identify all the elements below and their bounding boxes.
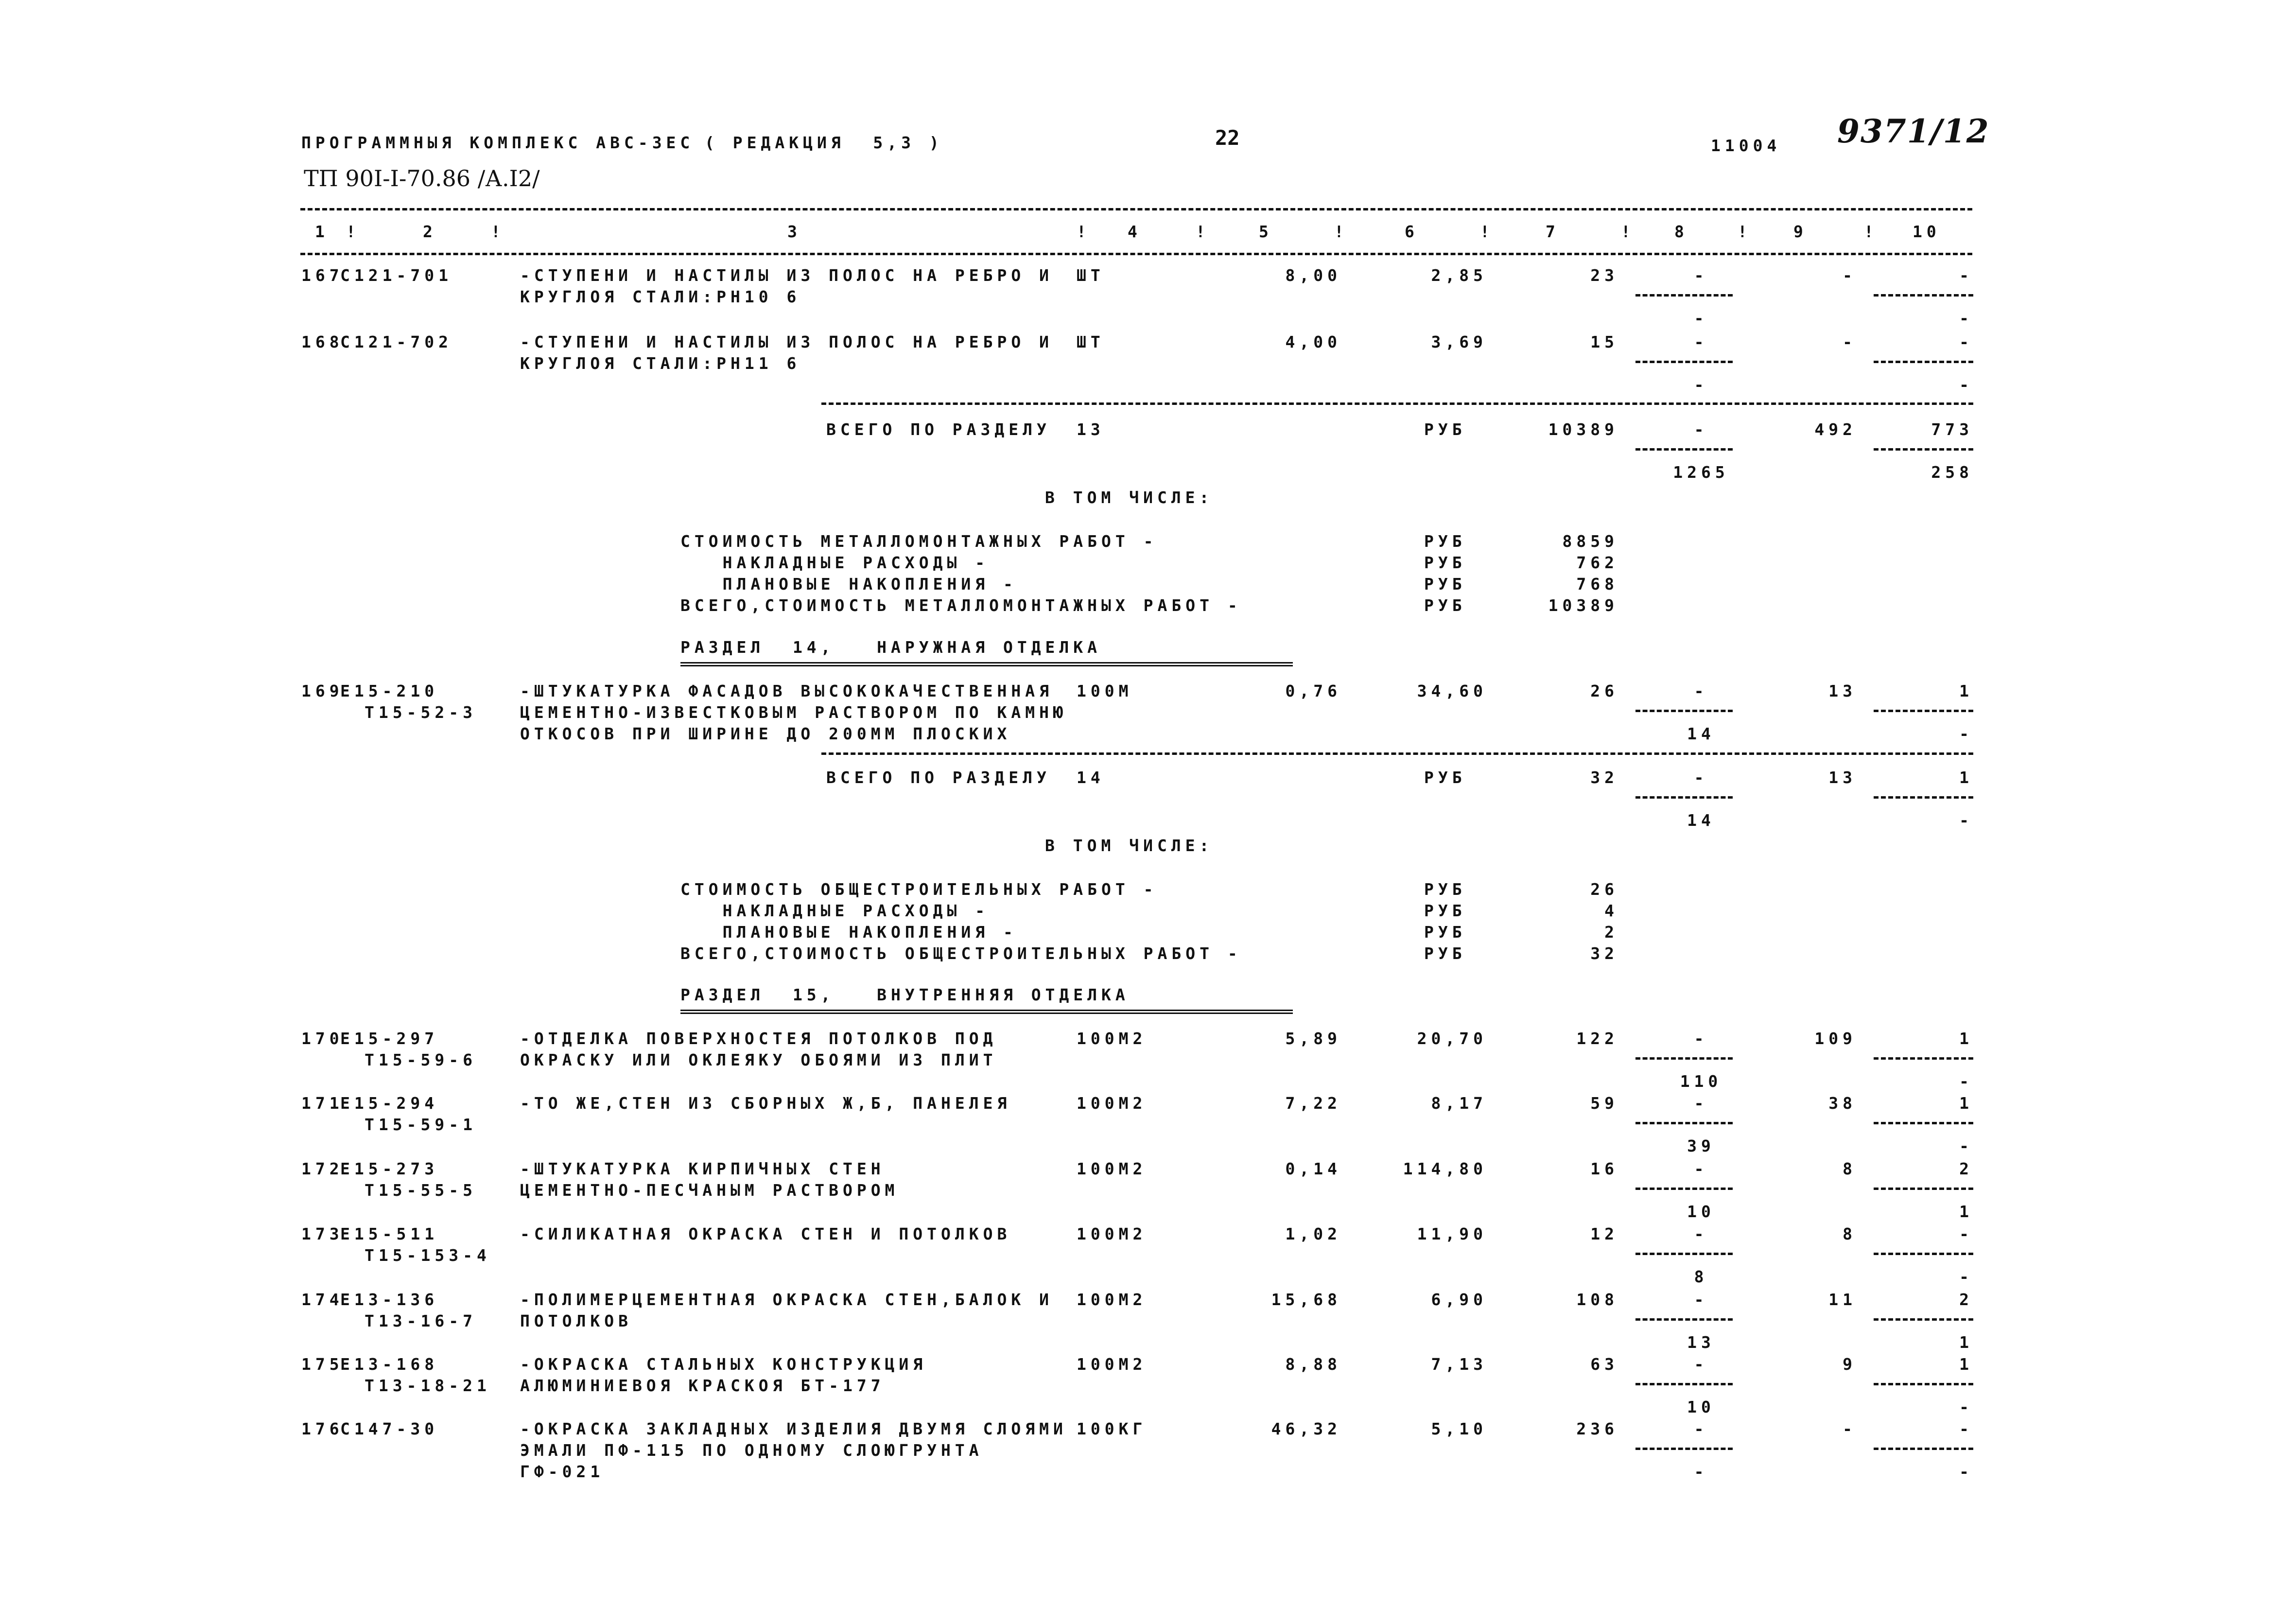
row-172-col8: -: [1694, 1159, 1708, 1178]
row-172-price: 114,80: [1403, 1159, 1487, 1178]
section14-total-num: 14: [1077, 768, 1105, 787]
row-170-col10-rule: [1874, 1057, 1973, 1060]
row-170-col10-sub: -: [1959, 1072, 1973, 1091]
row-173-col10-rule: [1874, 1253, 1973, 1255]
row-175-qty: 8,88: [1285, 1355, 1341, 1374]
row-170-desc: -ОТДЕЛКА ПОВЕРХНОСТЕЯ ПОТОЛКОВ ПОД: [520, 1029, 997, 1048]
row-173-total: 12: [1590, 1224, 1618, 1243]
row-171-no: 171: [301, 1094, 344, 1113]
row-171-qty: 7,22: [1285, 1094, 1341, 1113]
row-167-col10-rule: [1874, 294, 1973, 297]
row-173-code: Е15-511: [340, 1224, 439, 1243]
section13-breakdown-line-value: 762: [1576, 553, 1618, 572]
column-separator: !: [1077, 222, 1091, 241]
section13-total-label: ВСЕГО ПО РАЗДЕЛУ: [826, 420, 1051, 439]
section14-breakdown-line-label: СТОИМОСТЬ ОБЩЕСТРОИТЕЛЬНЫХ РАБОТ -: [680, 880, 1158, 899]
section15-heading-rule: [680, 1010, 1293, 1014]
section13-total-unit: РУБ: [1424, 420, 1466, 439]
column-number-4: 4: [1128, 222, 1142, 241]
row-174-col8-rule: [1635, 1318, 1733, 1321]
row-172-desc: ЦЕМЕНТНО-ПЕСЧАНЫМ РАСТВОРОМ: [520, 1181, 899, 1200]
row-169-total: 26: [1590, 681, 1618, 700]
section13-breakdown-line-unit: РУБ: [1424, 575, 1466, 594]
row-171-desc: -ТО ЖЕ,СТЕН ИЗ СБОРНЫХ Ж,Б, ПАНЕЛЕЯ: [520, 1094, 1011, 1113]
row-169-col10-rule: [1874, 710, 1973, 712]
row-169-col8: -: [1694, 681, 1708, 700]
row-176-col10-rule: [1874, 1448, 1973, 1450]
row-173-col10: -: [1959, 1224, 1973, 1243]
section14-breakdown-heading: В ТОМ ЧИСЛЕ:: [1045, 836, 1214, 855]
section13-breakdown-line-label: ВСЕГО,СТОИМОСТЬ МЕТАЛЛОМОНТАЖНЫХ РАБОТ -: [680, 596, 1242, 615]
column-number-5: 5: [1259, 222, 1273, 241]
row-174-price: 6,90: [1431, 1290, 1487, 1309]
row-170-col8: -: [1694, 1029, 1708, 1048]
row-170-price: 20,70: [1417, 1029, 1487, 1048]
row-169-col9: 13: [1828, 681, 1857, 700]
row-176-col10: -: [1959, 1419, 1973, 1438]
row-174-unit: 100М2: [1077, 1290, 1147, 1309]
row-168-qty: 4,00: [1285, 332, 1341, 351]
section14-total-col8: -: [1694, 768, 1708, 787]
column-number-3: 3: [787, 222, 801, 241]
row-173-no: 173: [301, 1224, 344, 1243]
row-176-unit: 100КГ: [1077, 1419, 1147, 1438]
row-172-unit: 100М2: [1077, 1159, 1147, 1178]
row-168-col10: -: [1959, 332, 1973, 351]
row-172-total: 16: [1590, 1159, 1618, 1178]
section13-total-col10: 773: [1931, 420, 1973, 439]
edition-label: ( РЕДАКЦИЯ 5,3 ): [705, 133, 943, 152]
row-168-col8-rule: [1635, 361, 1733, 363]
row-172-code2: Т15-55-5: [365, 1181, 477, 1200]
row-168-col8-sub: -: [1694, 375, 1708, 394]
row-169-code: Е15-210: [340, 681, 439, 700]
row-171-price: 8,17: [1431, 1094, 1487, 1113]
row-171-col10-rule: [1874, 1122, 1973, 1124]
section13-total-num: 13: [1077, 420, 1105, 439]
section13-breakdown-line-unit: РУБ: [1424, 596, 1466, 615]
row-176-desc: ГФ-021: [520, 1462, 605, 1481]
row-171-code: Е15-294: [340, 1094, 439, 1113]
row-169-no: 169: [301, 681, 344, 700]
column-separator: !: [491, 222, 505, 241]
column-number-9: 9: [1793, 222, 1808, 241]
row-175-col9: 9: [1843, 1355, 1857, 1374]
section13-total-col8-sub: 1265: [1673, 463, 1729, 482]
column-number-1: 1: [315, 222, 329, 241]
row-172-desc: -ШТУКАТУРКА КИРПИЧНЫХ СТЕН: [520, 1159, 885, 1178]
row-173-col8-rule: [1635, 1253, 1733, 1255]
row-176-desc: -ОКРАСКА ЗАКЛАДНЫХ ИЗДЕЛИЯ ДВУМЯ СЛОЯМИ: [520, 1419, 1067, 1438]
row-167-no: 167: [301, 266, 344, 285]
program-title: ПРОГРАММНЫЯ КОМПЛЕКС АВС-ЗЕС: [301, 133, 695, 152]
section13-total-col8: -: [1694, 420, 1708, 439]
row-168-col10-rule: [1874, 361, 1973, 363]
section14-breakdown-line-value: 4: [1604, 901, 1618, 920]
row-169-col10-sub: -: [1959, 724, 1973, 743]
row-174-no: 174: [301, 1290, 344, 1309]
row-168-code: С121-702: [340, 332, 452, 351]
row-172-qty: 0,14: [1285, 1159, 1341, 1178]
row-174-total: 108: [1576, 1290, 1618, 1309]
row-170-unit: 100М2: [1077, 1029, 1147, 1048]
row-168-col10-sub: -: [1959, 375, 1973, 394]
section13-total-col8-rule: [1635, 448, 1733, 451]
row-175-code: Е13-168: [340, 1355, 439, 1374]
section14-total-col10: 1: [1959, 768, 1973, 787]
row-175-unit: 100М2: [1077, 1355, 1147, 1374]
section14-breakdown-line-unit: РУБ: [1424, 923, 1466, 942]
row-175-code2: Т13-18-21: [365, 1376, 491, 1395]
row-169-desc: ОТКОСОВ ПРИ ШИРИНЕ ДО 200ММ ПЛОСКИХ: [520, 724, 1011, 743]
row-175-col10: 1: [1959, 1355, 1973, 1374]
row-174-col10-rule: [1874, 1318, 1973, 1321]
row-173-col8-sub: 8: [1694, 1267, 1708, 1286]
section13-breakdown-line-value: 10389: [1548, 596, 1618, 615]
section13-breakdown-line-label: НАКЛАДНЫЕ РАСХОДЫ -: [680, 553, 990, 572]
row-175-col10-sub: -: [1959, 1397, 1973, 1416]
row-171-col10-sub: -: [1959, 1136, 1973, 1155]
row-176-col8-sub: -: [1694, 1462, 1708, 1481]
section14-total-col8-rule: [1635, 796, 1733, 799]
section14-breakdown-line-value: 26: [1590, 880, 1618, 899]
column-number-7: 7: [1546, 222, 1560, 241]
row-167-col8-rule: [1635, 294, 1733, 297]
row-172-col9: 8: [1843, 1159, 1857, 1178]
row-169-desc: ЦЕМЕНТНО-ИЗВЕСТКОВЫМ РАСТВОРОМ ПО КАМНЮ: [520, 703, 1067, 722]
column-separator: !: [1864, 222, 1878, 241]
row-175-desc: АЛЮМИНИЕВОЯ КРАСКОЯ БТ-177: [520, 1376, 885, 1395]
row-171-col10: 1: [1959, 1094, 1973, 1113]
section14-breakdown-line-unit: РУБ: [1424, 901, 1466, 920]
section14-total-unit: РУБ: [1424, 768, 1466, 787]
column-number-8: 8: [1674, 222, 1688, 241]
row-174-qty: 15,68: [1271, 1290, 1341, 1309]
row-170-no: 170: [301, 1029, 344, 1048]
section14-breakdown-line-value: 32: [1590, 944, 1618, 963]
row-170-col9: 109: [1814, 1029, 1857, 1048]
row-168-col8: -: [1694, 332, 1708, 351]
section13-breakdown-heading: В ТОМ ЧИСЛЕ:: [1045, 488, 1214, 507]
row-172-col8-sub: 10: [1687, 1202, 1715, 1221]
row-172-code: Е15-273: [340, 1159, 439, 1178]
row-168-no: 168: [301, 332, 344, 351]
section13-breakdown-line-value: 8859: [1562, 532, 1618, 551]
row-174-desc: ПОТОЛКОВ: [520, 1311, 632, 1330]
section14-breakdown-line-label: ВСЕГО,СТОИМОСТЬ ОБЩЕСТРОИТЕЛЬНЫХ РАБОТ -: [680, 944, 1242, 963]
row-170-col10: 1: [1959, 1029, 1973, 1048]
row-173-price: 11,90: [1417, 1224, 1487, 1243]
row-171-col9: 38: [1828, 1094, 1857, 1113]
row-167-col8: -: [1694, 266, 1708, 285]
row-176-qty: 46,32: [1271, 1419, 1341, 1438]
section14-total-label: ВСЕГО ПО РАЗДЕЛУ: [826, 768, 1051, 787]
section14-breakdown-line-unit: РУБ: [1424, 944, 1466, 963]
row-175-total: 63: [1590, 1355, 1618, 1374]
row-170-total: 122: [1576, 1029, 1618, 1048]
row-176-col8: -: [1694, 1419, 1708, 1438]
row-172-col10-sub: 1: [1959, 1202, 1973, 1221]
row-167-desc: -СТУПЕНИ И НАСТИЛЫ ИЗ ПОЛОС НА РЕБРО И: [520, 266, 1053, 285]
row-171-col8: -: [1694, 1094, 1708, 1113]
section14-total-col8-sub: 14: [1687, 811, 1715, 830]
row-171-col8-sub: 39: [1687, 1136, 1715, 1155]
section14-breakdown-line-unit: РУБ: [1424, 880, 1466, 899]
row-175-desc: -ОКРАСКА СТАЛЬНЫХ КОНСТРУКЦИЯ: [520, 1355, 927, 1374]
row-168-col9: -: [1843, 332, 1857, 351]
row-172-col8-rule: [1635, 1188, 1733, 1190]
header-bottom-rule: [300, 253, 1972, 255]
row-168-price: 3,69: [1431, 332, 1487, 351]
row-175-col8: -: [1694, 1355, 1708, 1374]
section13-breakdown-line-label: ПЛАНОВЫЕ НАКОПЛЕНИЯ -: [680, 575, 1017, 594]
row-169-unit: 100М: [1077, 681, 1133, 700]
section15-heading: РАЗДЕЛ 15, ВНУТРЕННЯЯ ОТДЕЛКА: [680, 985, 1130, 1004]
row-176-col10-sub: -: [1959, 1462, 1973, 1481]
column-separator: !: [1621, 222, 1635, 241]
section14-breakdown-line-value: 2: [1604, 923, 1618, 942]
row-170-col8-rule: [1635, 1057, 1733, 1060]
section14-total-col10-rule: [1874, 796, 1973, 799]
section13-total-col10-sub: 258: [1931, 463, 1973, 482]
row-176-no: 176: [301, 1419, 344, 1438]
row-167-col8-sub: -: [1694, 309, 1708, 328]
row-174-col10-sub: 1: [1959, 1333, 1973, 1352]
section13-total-col10-rule: [1874, 448, 1973, 451]
row-167-price: 2,85: [1431, 266, 1487, 285]
column-number-6: 6: [1405, 222, 1419, 241]
row-170-qty: 5,89: [1285, 1029, 1341, 1048]
row-168-desc: КРУГЛОЯ СТАЛИ:РН11 6: [520, 354, 801, 373]
header-top-rule: [300, 208, 1972, 210]
section13-breakdown-line-value: 768: [1576, 575, 1618, 594]
column-separator: !: [1480, 222, 1494, 241]
row-168-unit: ШТ: [1077, 332, 1105, 351]
row-176-col8-rule: [1635, 1448, 1733, 1450]
row-169-price: 34,60: [1417, 681, 1487, 700]
column-separator: !: [1334, 222, 1348, 241]
row-173-code2: Т15-153-4: [365, 1246, 491, 1265]
row-169-qty: 0,76: [1285, 681, 1341, 700]
row-167-total: 23: [1590, 266, 1618, 285]
section14-total-col10-sub: -: [1959, 811, 1973, 830]
section14-total-total: 32: [1590, 768, 1618, 787]
column-number-2: 2: [423, 222, 437, 241]
row-176-col9: -: [1843, 1419, 1857, 1438]
row-173-col9: 8: [1843, 1224, 1857, 1243]
row-167-col10: -: [1959, 266, 1973, 285]
row-176-total: 236: [1576, 1419, 1618, 1438]
row-171-unit: 100М2: [1077, 1094, 1147, 1113]
row-169-col8-rule: [1635, 710, 1733, 712]
row-174-desc: -ПОЛИМЕРЦЕМЕНТНАЯ ОКРАСКА СТЕН,БАЛОК И: [520, 1290, 1053, 1309]
row-171-total: 59: [1590, 1094, 1618, 1113]
row-175-no: 175: [301, 1355, 344, 1374]
column-separator: !: [1196, 222, 1210, 241]
row-168-total: 15: [1590, 332, 1618, 351]
row-175-col8-rule: [1635, 1383, 1733, 1385]
row-176-price: 5,10: [1431, 1419, 1487, 1438]
row-170-desc: ОКРАСКУ ИЛИ ОКЛЕЯКУ ОБОЯМИ ИЗ ПЛИТ: [520, 1050, 997, 1069]
row-172-col10-rule: [1874, 1188, 1973, 1190]
row-173-col10-sub: -: [1959, 1267, 1973, 1286]
row-173-col8: -: [1694, 1224, 1708, 1243]
row-169-desc: -ШТУКАТУРКА ФАСАДОВ ВЫСОКОКАЧЕСТВЕННАЯ: [520, 681, 1053, 700]
row-170-code2: Т15-59-6: [365, 1050, 477, 1069]
row-174-col9: 11: [1828, 1290, 1857, 1309]
row-175-col10-rule: [1874, 1383, 1973, 1385]
row-173-qty: 1,02: [1285, 1224, 1341, 1243]
section14-heading: РАЗДЕЛ 14, НАРУЖНАЯ ОТДЕЛКА: [680, 638, 1102, 657]
row-167-qty: 8,00: [1285, 266, 1341, 285]
row-170-col8-sub: 110: [1680, 1072, 1722, 1091]
section13-total-col9: 492: [1814, 420, 1857, 439]
row-174-col8: -: [1694, 1290, 1708, 1309]
page-number: 22: [1215, 126, 1240, 150]
row-171-col8-rule: [1635, 1122, 1733, 1124]
section13-total-rule: [821, 402, 1973, 405]
row-176-code: С147-30: [340, 1419, 439, 1438]
row-171-code2: Т15-59-1: [365, 1115, 477, 1134]
section14-heading-rule: [680, 662, 1293, 666]
section14-breakdown-line-label: НАКЛАДНЫЕ РАСХОДЫ -: [680, 901, 990, 920]
row-170-code: Е15-297: [340, 1029, 439, 1048]
section13-total-total: 10389: [1548, 420, 1618, 439]
row-167-code: С121-701: [340, 266, 452, 285]
row-169-col8-sub: 14: [1687, 724, 1715, 743]
section13-breakdown-line-unit: РУБ: [1424, 532, 1466, 551]
row-172-no: 172: [301, 1159, 344, 1178]
section13-breakdown-line-unit: РУБ: [1424, 553, 1466, 572]
row-172-col10: 2: [1959, 1159, 1973, 1178]
section13-breakdown-line-label: СТОИМОСТЬ МЕТАЛЛОМОНТАЖНЫХ РАБОТ -: [680, 532, 1158, 551]
row-174-code: Е13-136: [340, 1290, 439, 1309]
row-167-desc: КРУГЛОЯ СТАЛИ:РН10 6: [520, 287, 801, 306]
row-174-col10: 2: [1959, 1290, 1973, 1309]
column-separator: !: [346, 222, 360, 241]
document-title: ТП 90I-I-70.86 /А.I2/: [304, 165, 540, 192]
section14-breakdown-line-label: ПЛАНОВЫЕ НАКОПЛЕНИЯ -: [680, 923, 1017, 942]
row-167-unit: ШТ: [1077, 266, 1105, 285]
handwritten-number: 9371/12: [1837, 112, 1990, 150]
column-number-10: 10: [1913, 222, 1941, 241]
column-separator: !: [1738, 222, 1752, 241]
row-174-code2: Т13-16-7: [365, 1311, 477, 1330]
row-167-col9: -: [1843, 266, 1857, 285]
row-176-desc: ЭМАЛИ ПФ-115 ПО ОДНОМУ СЛОЮГРУНТА: [520, 1441, 983, 1460]
section14-total-col9: 13: [1828, 768, 1857, 787]
row-173-unit: 100М2: [1077, 1224, 1147, 1243]
row-174-col8-sub: 13: [1687, 1333, 1715, 1352]
document-code: 11004: [1711, 136, 1781, 155]
row-168-desc: -СТУПЕНИ И НАСТИЛЫ ИЗ ПОЛОС НА РЕБРО И: [520, 332, 1053, 351]
row-167-col10-sub: -: [1959, 309, 1973, 328]
row-175-col8-sub: 10: [1687, 1397, 1715, 1416]
row-169-code2: Т15-52-3: [365, 703, 477, 722]
row-175-price: 7,13: [1431, 1355, 1487, 1374]
row-173-desc: -СИЛИКАТНАЯ ОКРАСКА СТЕН И ПОТОЛКОВ: [520, 1224, 1011, 1243]
row-169-col10: 1: [1959, 681, 1973, 700]
section14-total-rule: [821, 752, 1973, 755]
